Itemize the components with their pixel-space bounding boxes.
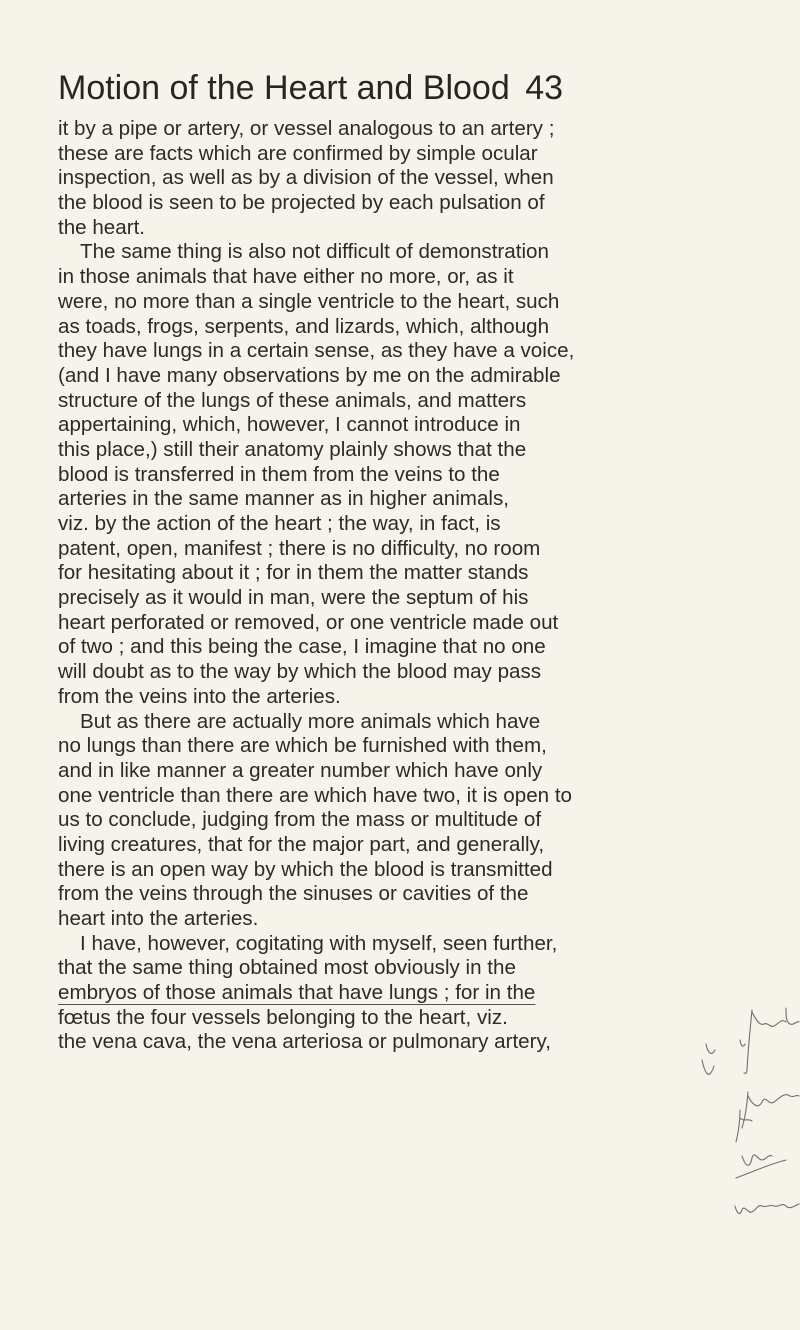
text-line: were, no more than a single ventricle to the heart, such bbox=[58, 289, 560, 313]
text-line: inspection, as well as by a division of the vessel, when bbox=[58, 166, 554, 190]
running-head-title: Motion of the Heart and Blood bbox=[58, 69, 510, 107]
text-line: as toads, frogs, serpents, and lizards, which, although bbox=[58, 314, 550, 338]
handwritten-marginalia bbox=[700, 1000, 800, 1220]
text-line: they have lungs in a certain sense, as they have a voice, bbox=[58, 339, 575, 363]
text-line: these are facts which are confirmed by simple ocular bbox=[58, 141, 538, 165]
body-text bbox=[58, 117, 778, 1055]
text-line: But as there are actually more animals which have bbox=[80, 709, 541, 733]
text-line: precisely as it would in man, were the septum of his bbox=[58, 586, 529, 610]
running-head bbox=[58, 66, 718, 110]
text-line: for hesitating about it ; for in them the matter stands bbox=[58, 561, 529, 585]
text-line: this place,) still their anatomy plainly shows that the bbox=[58, 437, 527, 461]
text-line: in those animals that have either no more, or, as it bbox=[58, 265, 514, 289]
text-line: blood is transferred in them from the veins to the bbox=[58, 462, 500, 486]
text-line: appertaining, which, however, I cannot introduce in bbox=[58, 413, 521, 437]
text-line: of two ; and this being the case, I imagine that no one bbox=[58, 635, 546, 659]
text-line: the vena cava, the vena arteriosa or pulmonary artery, bbox=[58, 1030, 551, 1054]
page-number: 43 bbox=[525, 69, 564, 107]
text-line: the blood is seen to be projected by each pulsation of bbox=[58, 191, 545, 215]
text-line: one ventricle than there are which have two, it is open to bbox=[58, 783, 572, 807]
text-line: arteries in the same manner as in higher animals, bbox=[58, 487, 509, 511]
text-line: from the veins through the sinuses or cavities of the bbox=[58, 882, 529, 906]
text-line: living creatures, that for the major part, and generally, bbox=[58, 832, 545, 856]
text-line: and in like manner a greater number which have only bbox=[58, 758, 543, 782]
underlined-text-line: embryos of those animals that have lungs ; for in the bbox=[58, 981, 536, 1005]
text-line: heart into the arteries. bbox=[58, 907, 259, 930]
text-line: that the same thing obtained most obviously in the bbox=[58, 956, 516, 980]
text-line: I have, however, cogitating with myself, seen further, bbox=[80, 931, 558, 955]
text-line: there is an open way by which the blood is transmitted bbox=[58, 857, 553, 881]
text-line: fœtus the four vessels belonging to the heart, viz. bbox=[58, 1005, 508, 1029]
text-line: viz. by the action of the heart ; the way, in fact, is bbox=[58, 512, 501, 535]
text-line: it by a pipe or artery, or vessel analogous to an artery ; bbox=[58, 117, 555, 140]
text-line: no lungs than there are which be furnished with them, bbox=[58, 734, 547, 758]
text-line: will doubt as to the way by which the blood may pass bbox=[58, 660, 542, 684]
text-line: (and I have many observations by me on the admirable bbox=[58, 363, 561, 387]
text-line: the heart. bbox=[58, 215, 146, 239]
text-line: us to conclude, judging from the mass or multitude of bbox=[58, 808, 542, 832]
text-line: heart perforated or removed, or one ventricle made out bbox=[58, 610, 559, 634]
text-line: structure of the lungs of these animals, and matters bbox=[58, 388, 527, 412]
text-line: The same thing is also not difficult of demonstration bbox=[80, 240, 549, 264]
text-line: patent, open, manifest ; there is no difficulty, no room bbox=[58, 536, 541, 560]
text-line: from the veins into the arteries. bbox=[58, 684, 341, 708]
